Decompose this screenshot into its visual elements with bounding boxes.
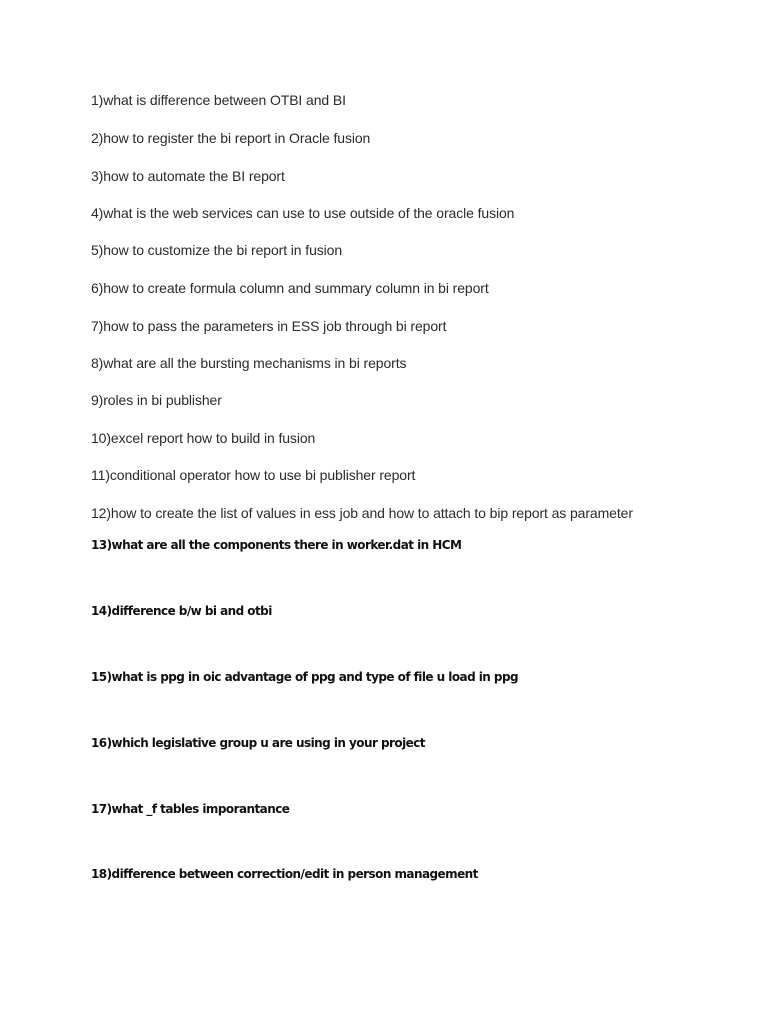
question-4: 4)what is the web services can use to use outside of the oracle fusion bbox=[91, 205, 515, 221]
question-9: 9)roles in bi publisher bbox=[91, 392, 222, 408]
question-13: 13)what are all the components there in worker.dat in HCM bbox=[91, 538, 462, 552]
question-2: 2)how to register the bi report in Oracle fusion bbox=[91, 130, 371, 146]
question-14: 14)difference b/w bi and otbi bbox=[91, 604, 272, 618]
question-11: 11)conditional operator how to use bi publisher report bbox=[91, 467, 416, 483]
question-12: 12)how to create the list of values in ess job and how to attach to bip report as parameter bbox=[91, 505, 633, 521]
question-6: 6)how to create formula column and summary column in bi report bbox=[91, 280, 489, 296]
question-3: 3)how to automate the BI report bbox=[91, 168, 285, 184]
question-17: 17)what _f tables imporantance bbox=[91, 802, 290, 816]
question-16: 16)which legislative group u are using in your project bbox=[91, 736, 425, 750]
question-5: 5)how to customize the bi report in fusion bbox=[91, 242, 343, 258]
question-7: 7)how to pass the parameters in ESS job through bi report bbox=[91, 318, 447, 334]
question-8: 8)what are all the bursting mechanisms in bi reports bbox=[91, 355, 407, 371]
question-1: 1)what is difference between OTBI and BI bbox=[91, 92, 346, 108]
question-15: 15)what is ppg in oic advantage of ppg and type of file u load in ppg bbox=[91, 670, 519, 684]
question-18: 18)difference between correction/edit in person management bbox=[91, 867, 478, 881]
question-10: 10)excel report how to build in fusion bbox=[91, 430, 316, 446]
